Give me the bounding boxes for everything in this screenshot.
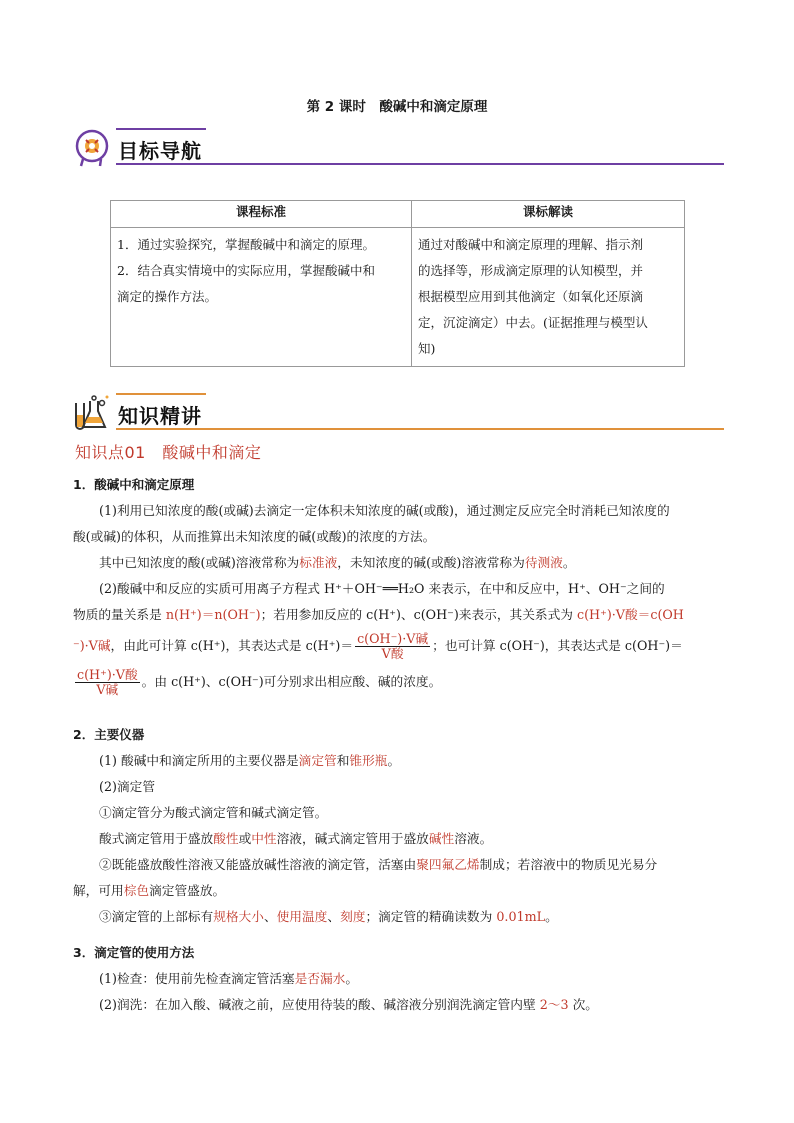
- key-term: 规格大小: [213, 909, 264, 924]
- section-header-goals: [72, 128, 724, 164]
- part-heading: 2．主要仪器: [73, 727, 145, 742]
- formula-fraction: [75, 668, 140, 697]
- section-title: 目标导航: [118, 139, 202, 163]
- fraction-denominator: V酸: [381, 646, 404, 661]
- text: ，由此可计算 c(H⁺)，其表达式是 c(H⁺)＝: [110, 638, 354, 653]
- paragraph-line: (1)利用已知浓度的酸(或碱)去滴定一定体积未知浓度的碱(或酸)，通过测定反应完全时消耗已知浓度的: [99, 503, 670, 518]
- paragraph-line: (2)滴定管: [99, 779, 156, 794]
- standards-table: [110, 200, 685, 367]
- text: ；也可计算 c(OH⁻)，其表达式是 c(OH⁻)＝: [432, 638, 683, 653]
- key-term: 棕色: [123, 883, 150, 898]
- paragraph-line: [73, 904, 725, 930]
- text: ，未知浓度的碱(或酸)溶液常称为: [337, 555, 525, 570]
- fraction-numerator: c(OH⁻)·V碱: [357, 631, 429, 646]
- part-3: [73, 940, 725, 1018]
- section-header-knowledge: [72, 393, 724, 429]
- text: (1) 酸碱中和滴定所用的主要仪器是: [99, 753, 299, 768]
- cell-line: 通过对酸碱中和滴定原理的理解、指示剂: [418, 237, 644, 252]
- table-header-row: [111, 201, 685, 228]
- text: ；滴定管的精确读数为: [365, 909, 497, 924]
- paragraph-line: [73, 992, 725, 1018]
- text: 、: [263, 909, 277, 924]
- text: 滴定管盛放。: [149, 883, 226, 898]
- text: 、: [327, 909, 341, 924]
- key-term: 中性: [251, 831, 277, 846]
- text: 。: [345, 971, 359, 986]
- table-row: [111, 228, 685, 367]
- table-header-interpretation: 课标解读: [412, 201, 685, 228]
- key-term: 使用温度: [276, 909, 328, 924]
- key-term: 标准液: [299, 555, 338, 570]
- cell-line: 根据模型应用到其他滴定（如氧化还原滴: [418, 289, 644, 304]
- key-term: 2～3: [539, 997, 569, 1012]
- text: 或: [238, 831, 252, 846]
- section-topline: [116, 393, 206, 395]
- paragraph-line: [73, 878, 725, 904]
- formula-fraction: [355, 632, 430, 661]
- text: 次。: [568, 997, 598, 1012]
- text: 和: [336, 753, 350, 768]
- text: 制成；若溶液中的物质见光易分: [479, 857, 658, 872]
- paragraph-line: [73, 664, 725, 700]
- cell-line: 2．结合真实情境中的实际应用，掌握酸碱中和: [117, 263, 375, 278]
- paragraph-line: (2)酸碱中和反应的实质可用离子方程式 H⁺＋OH⁻══H₂O 来表示，在中和反应中，H⁺、OH⁻之间的: [99, 581, 665, 596]
- cell-line: 滴定的操作方法。: [117, 289, 218, 304]
- key-term: ⁻)·V碱: [73, 638, 111, 653]
- table-header-standard: 课程标准: [111, 201, 412, 228]
- flask-icon: [72, 393, 112, 433]
- part-heading: 1．酸碱中和滴定原理: [73, 477, 195, 492]
- section-divider: [116, 428, 724, 430]
- text: 解，可用: [73, 883, 124, 898]
- paragraph-line: [73, 602, 725, 628]
- paragraph-line: [73, 550, 725, 576]
- key-term: n(H⁺)＝n(OH⁻): [165, 607, 261, 622]
- key-term: 待测液: [524, 555, 563, 570]
- text: (1)检查：使用前先检查滴定管活塞: [99, 971, 295, 986]
- key-term: 0.01mL: [496, 909, 546, 924]
- paragraph-line: [73, 852, 725, 878]
- section-title: 知识精讲: [118, 404, 202, 428]
- paragraph-line: ①滴定管分为酸式滴定管和碱式滴定管。: [99, 805, 328, 820]
- cell-line: 的选择等，形成滴定原理的认知模型，并: [418, 263, 644, 278]
- paragraph-line: [73, 826, 725, 852]
- text: ②既能盛放酸性溶液又能盛放碱性溶液的滴定管，活塞由: [99, 857, 417, 872]
- text: ③滴定管的上部标有: [99, 909, 214, 924]
- paragraph-line: 酸(或碱)的体积，从而推算出未知浓度的碱(或酸)的浓度的方法。: [73, 529, 436, 544]
- cell-line: 定，沉淀滴定）中去。(证据推理与模型认: [418, 315, 648, 330]
- key-term: 锥形瓶: [349, 753, 388, 768]
- page-title: 第 2 课时 酸碱中和滴定原理: [306, 99, 488, 115]
- section-topline: [116, 128, 206, 130]
- key-term: 酸性: [213, 831, 239, 846]
- knowledge-point-title: 知识点01 酸碱中和滴定: [75, 443, 262, 462]
- text: 溶液。: [454, 831, 493, 846]
- text: 酸式滴定管用于盛放: [99, 831, 214, 846]
- table-cell-interpretation: [412, 228, 685, 367]
- text: 物质的量关系是: [73, 607, 166, 622]
- part-1: [73, 472, 725, 700]
- part-heading: 3．滴定管的使用方法: [73, 945, 195, 960]
- fraction-numerator: c(H⁺)·V酸: [77, 667, 138, 682]
- paragraph-line: [73, 966, 725, 992]
- text: 。: [562, 555, 576, 570]
- text: 。由 c(H⁺)、c(OH⁻)可分别求出相应酸、碱的浓度。: [141, 674, 442, 689]
- key-term: 是否漏水: [294, 971, 346, 986]
- fraction-denominator: V碱: [96, 682, 119, 697]
- brain-gear-icon: [72, 128, 112, 168]
- part-2: [73, 722, 725, 930]
- key-term: 聚四氟乙烯: [416, 857, 480, 872]
- text: 溶液，碱式滴定管用于盛放: [276, 831, 429, 846]
- text: 。: [545, 909, 558, 924]
- cell-line: 1．通过实验探究，掌握酸碱中和滴定的原理。: [117, 237, 375, 252]
- text: 其中已知浓度的酸(或碱)溶液常称为: [99, 555, 300, 570]
- text: 。: [387, 753, 401, 768]
- table-cell-standard: [111, 228, 412, 367]
- cell-line: 知): [418, 341, 436, 356]
- text: (2)润洗：在加入酸、碱液之前，应使用待装的酸、碱溶液分别润洗滴定管内壁: [99, 997, 540, 1012]
- paragraph-line: [73, 628, 725, 664]
- key-term: 碱性: [428, 831, 455, 846]
- key-term: 刻度: [340, 909, 366, 924]
- paragraph-line: [73, 748, 725, 774]
- text: ；若用参加反应的 c(H⁺)、c(OH⁻)来表示，其关系式为: [260, 607, 577, 622]
- key-term: 滴定管: [298, 753, 337, 768]
- key-term: c(H⁺)·V酸＝c(OH: [577, 607, 684, 622]
- section-divider: [116, 163, 724, 165]
